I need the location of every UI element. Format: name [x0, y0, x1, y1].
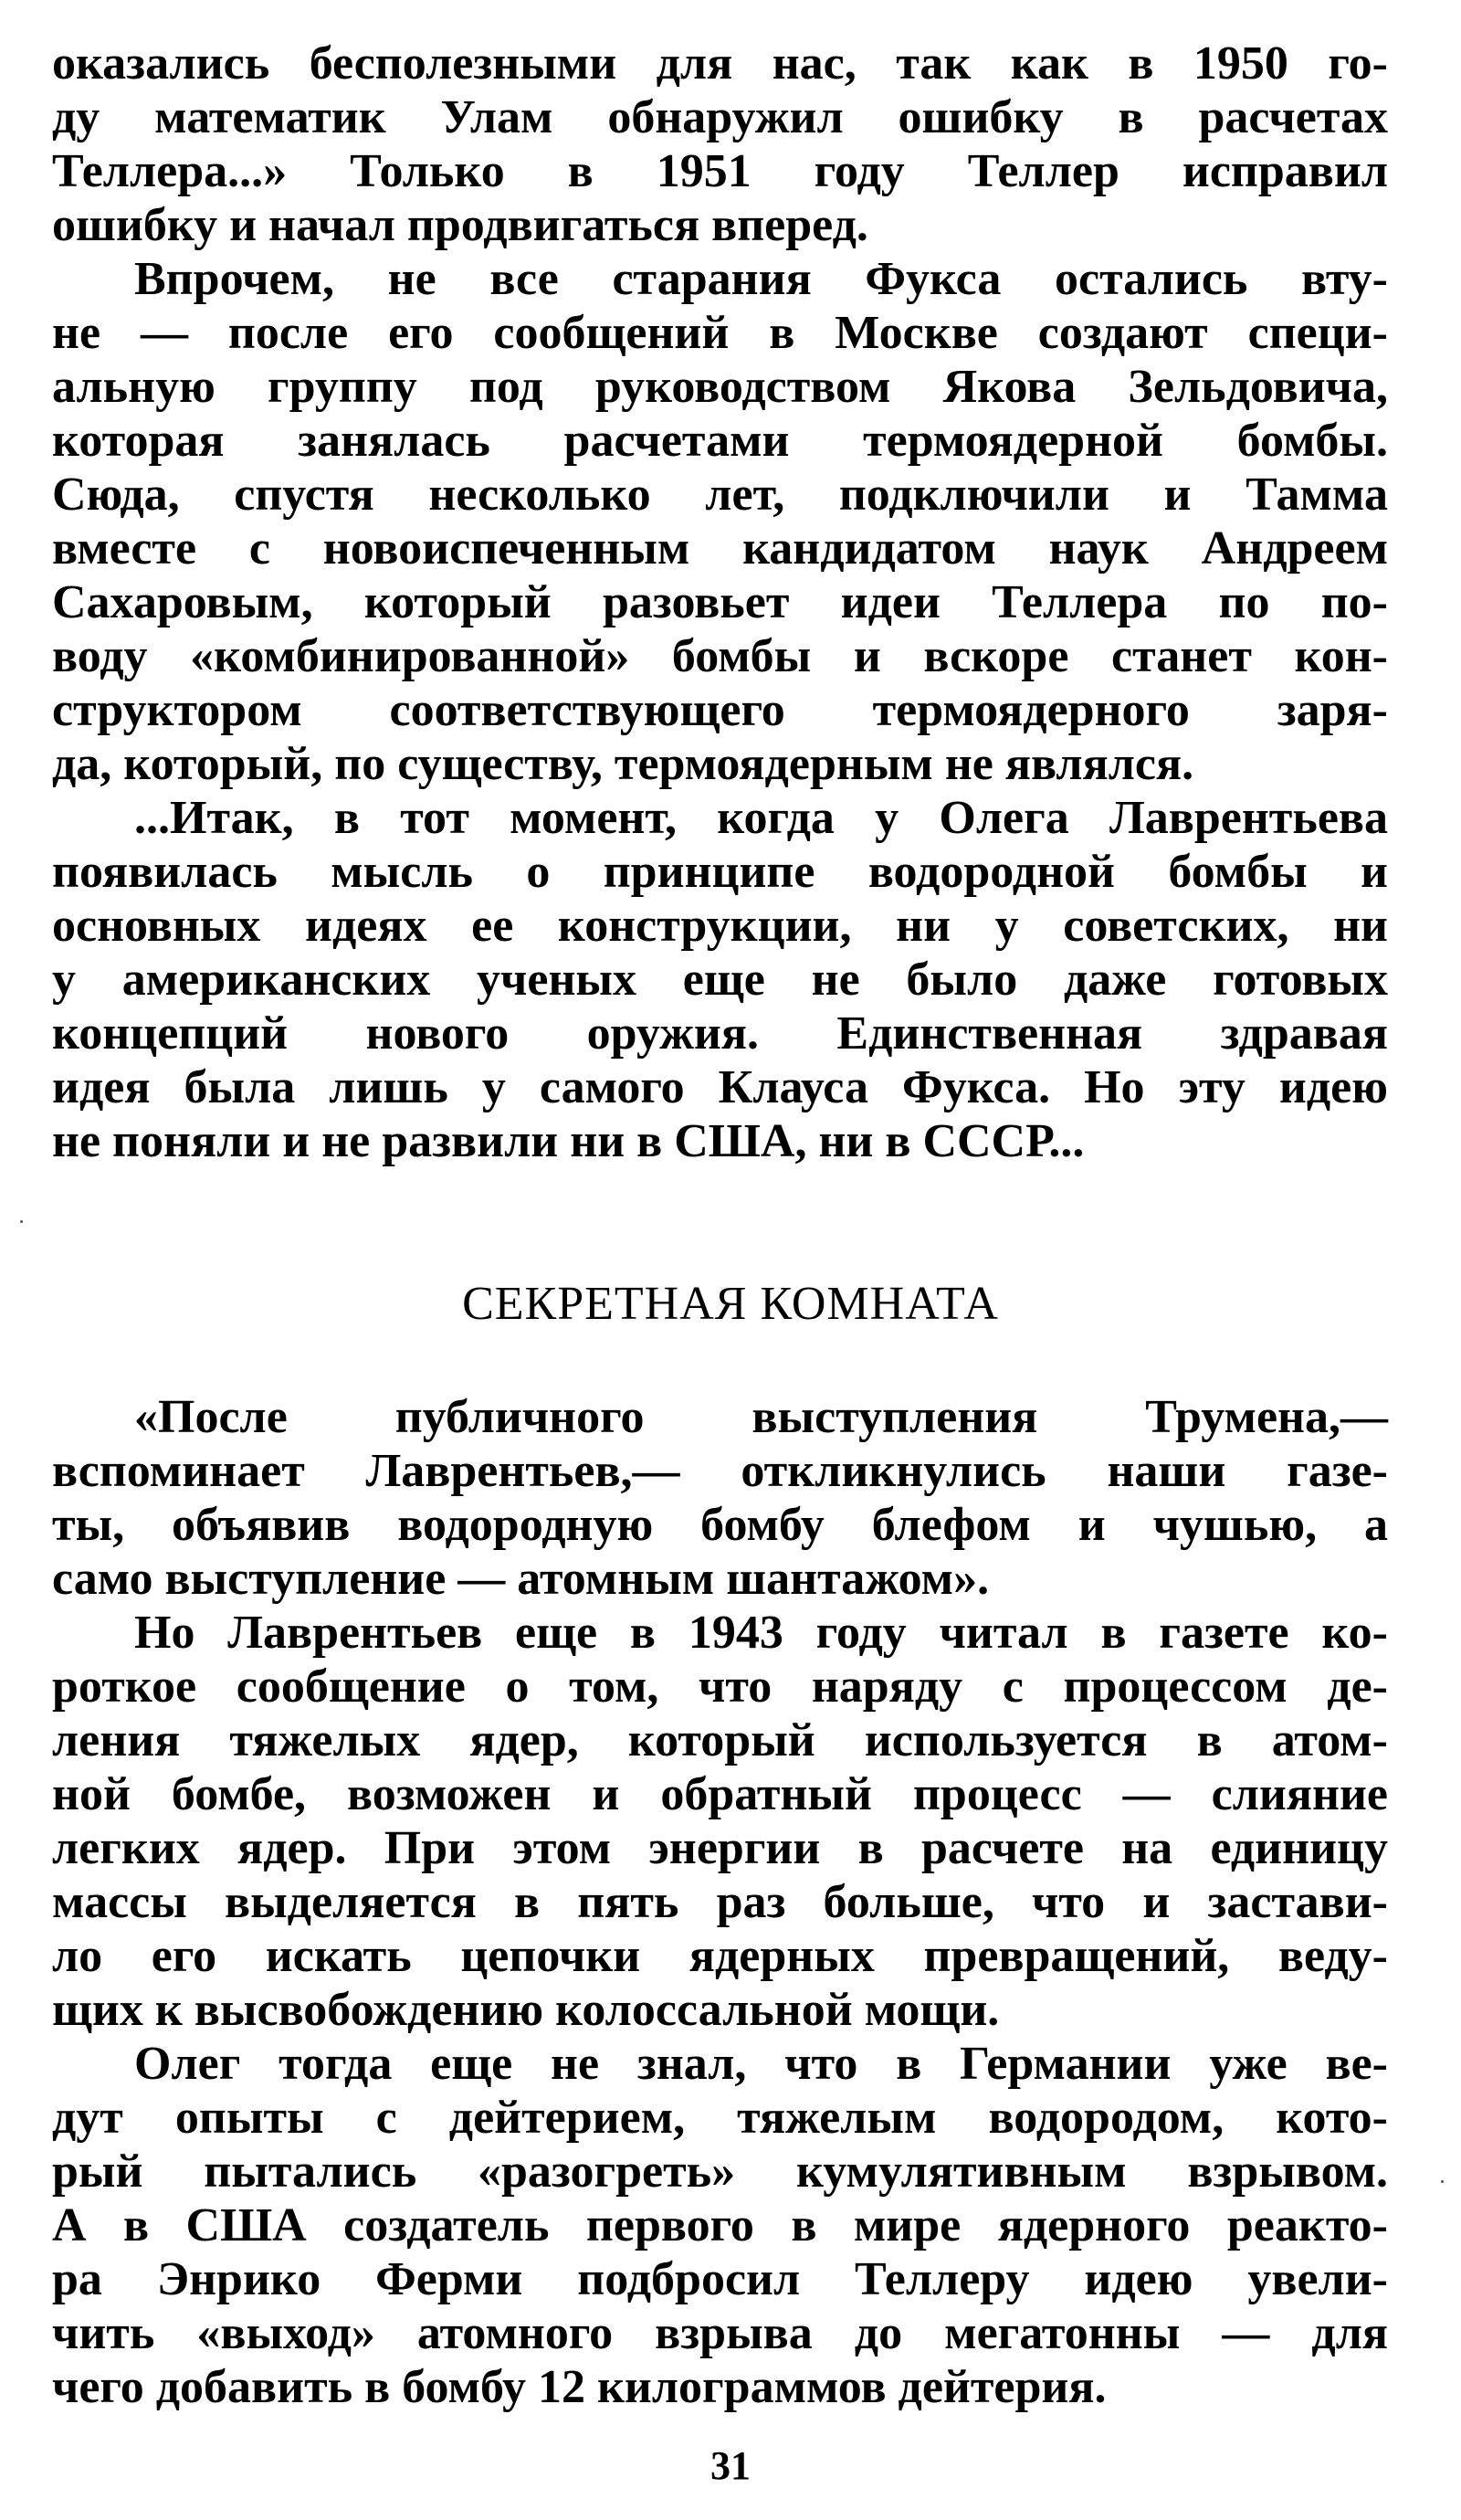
text-line: ра Энрико Ферми подбросил Теллеру идею увели-	[52, 2253, 1388, 2305]
text-line: Олег тогда еще не знал, что в Германии уже ве-	[134, 2038, 1388, 2090]
text-line: чего добавить в бомбу 12 килограммов дейтерия.	[52, 2361, 1107, 2413]
scan-speck	[20, 1220, 23, 1223]
text-line: появилась мысль о принципе водородной бомбы и	[52, 846, 1388, 898]
text-line: массы выделяется в пять раз больше, что и застави-	[52, 1876, 1388, 1928]
text-line: не поняли и не развили ни в США, ни в СССР...	[52, 1115, 1085, 1167]
text-line: структором соответствующего термоядерного заря-	[52, 684, 1388, 736]
text-line: ления тяжелых ядер, который используется в атом-	[52, 1714, 1388, 1766]
text-line: ты, объявив водородную бомбу блефом и чушью, а	[52, 1499, 1388, 1551]
text-line: концепций нового оружия. Единственная здравая	[52, 1007, 1388, 1060]
text-line: ной бомбе, возможен и обратный процесс — слияние	[52, 1768, 1388, 1820]
text-line: дут опыты с дейтерием, тяжелым водородом, кото-	[52, 2092, 1388, 2144]
text-line: да, который, по существу, термоядерным не являлся.	[52, 738, 1194, 790]
text-line: Но Лаврентьев еще в 1943 году читал в газете ко-	[134, 1607, 1388, 1659]
text-line: Впрочем, не все старания Фукса остались вту-	[134, 253, 1388, 305]
text-line: «После публичного выступления Трумена,—	[134, 1391, 1388, 1443]
text-line: роткое сообщение о том, что наряду с процессом де-	[52, 1661, 1388, 1713]
text-line: щих к высвобождению колоссальной мощи.	[52, 1984, 1000, 2036]
text-line: воду «комбинированной» бомбы и вскоре станет кон-	[52, 630, 1388, 682]
text-line: вспоминает Лаврентьев,— откликнулись наши газе-	[52, 1445, 1388, 1497]
text-line: оказались бесполезными для нас, так как в 1950 го-	[52, 37, 1388, 90]
text-line: которая занялась расчетами термоядерной бомбы.	[52, 415, 1388, 467]
text-line: идея была лишь у самого Клауса Фукса. Но эту идею	[52, 1061, 1388, 1113]
scan-speck	[1441, 2180, 1444, 2183]
text-line: ло его искать цепочки ядерных превращений, веду-	[52, 1930, 1388, 1982]
text-line: Сахаровым, который разовьет идеи Теллера по по-	[52, 576, 1388, 628]
text-line: легких ядер. При этом энергии в расчете на единицу	[52, 1822, 1388, 1874]
text-line: у американских ученых еще не было даже готовых	[52, 954, 1388, 1006]
text-line: вместе с новоиспеченным кандидатом наук Андреем	[52, 522, 1388, 575]
text-line: альную группу под руководством Якова Зельдовича,	[52, 361, 1388, 413]
text-line: ...Итак, в тот момент, когда у Олега Лаврентьева	[134, 792, 1388, 844]
text-line: Теллера...» Только в 1951 году Теллер исправил	[52, 145, 1388, 197]
text-line: не — после его сообщений в Москве создают специ-	[52, 307, 1388, 359]
text-line: чить «выход» атомного взрыва до мегатонны — для	[52, 2307, 1388, 2359]
text-line: рый пытались «разогреть» кумулятивным взрывом.	[52, 2146, 1388, 2198]
text-line: А в США создатель первого в мире ядерного реакто-	[52, 2199, 1388, 2251]
text-line: основных идеях ее конструкции, ни у советских, ни	[52, 900, 1388, 952]
text-line: ду математик Улам обнаружил ошибку в расчетах	[52, 91, 1388, 143]
section-heading: СЕКРЕТНАЯ КОМНАТА	[462, 1278, 999, 1330]
text-line: само выступление — атомным шантажом».	[52, 1553, 990, 1605]
text-line: ошибку и начал продвигаться вперед.	[52, 199, 868, 251]
page-number: 31	[710, 2443, 751, 2488]
text-line: Сюда, спустя несколько лет, подключили и Тамма	[52, 469, 1388, 521]
